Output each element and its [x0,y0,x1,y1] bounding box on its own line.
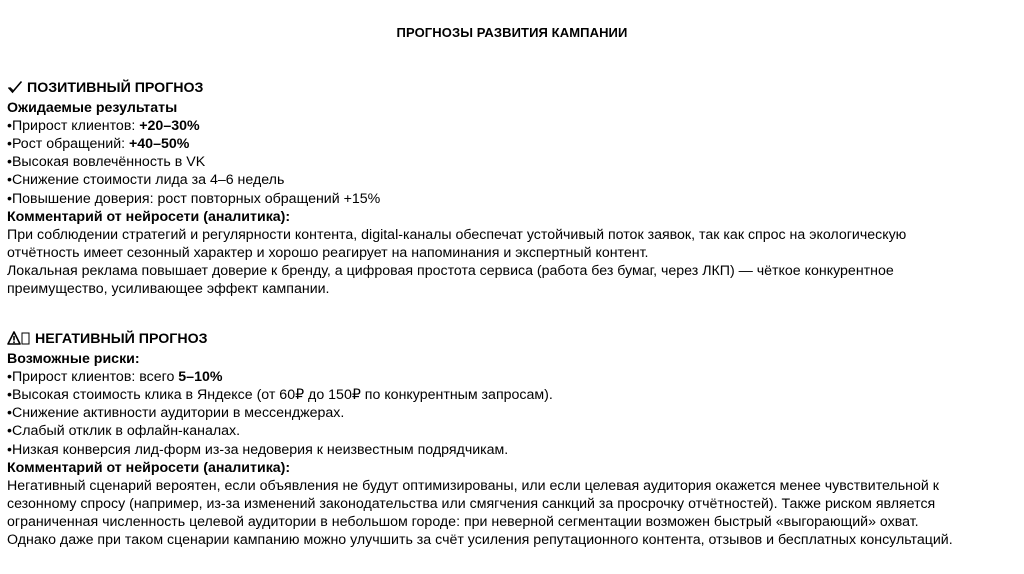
list-item [7,368,1019,386]
positive-heading [7,79,1019,99]
negative-comment-line: Однако даже при таком сценарии кампанию можно улучшить за счёт усиления репутационного контента, отзывов и бесплатных консультаций. [7,532,953,549]
list-item: •Слабый отклик в офлайн-каналах. [7,423,241,440]
list-item: •Низкая конверсия лид-форм из-за недоверия к неизвестным подрядчикам. [7,441,509,458]
list-item [7,117,1019,135]
positive-comment-line: При соблюдении стратегий и регулярности контента, digital-каналы обеспечат устойчивый поток заявок, так как спрос на экологическую [7,226,907,243]
list-item: •Снижение активности аудитории в мессенджерах. [7,405,345,422]
negative-comment-line: сезонному спросу (например, из-за изменений законодательства или смягчения санкций за просрочку отчётностей). Также риском является [7,495,936,512]
negative-forecast-section [7,330,1019,549]
negative-heading [7,330,1019,350]
list-item: •Высокая стоимость клика в Яндексе (от 60₽ до 150₽ по конкурентным запросам). [7,387,553,404]
positive-comment-line: преимущество, усиливающее эффект кампании. [7,281,330,298]
page-title: ПРОГНОЗЫ РАЗВИТИЯ КАМПАНИИ [396,25,628,40]
positive-comment-line: отчётность имеет сезонный характер и хорошо реагирует на напоминания и экспертный контент. [7,244,649,261]
list-item-value: 5–10% [178,369,223,386]
positive-forecast-section [7,79,1019,298]
list-item-value: +40–50% [129,136,190,153]
list-item-label: •Рост обращений: [7,136,129,153]
positive-heading-text: ПОЗИТИВНЫЙ ПРОГНОЗ [27,80,204,96]
list-item: •Высокая вовлечённость в VK [7,154,206,171]
negative-comment-line: Негативный сценарий вероятен, если объявления не будут оптимизированы, или если целевая аудитория окажется менее чувствительной к [7,477,939,494]
negative-comment-line: ограниченная численность целевой аудитории в небольшом городе: при неверной сегментации возможен быстрый «выгорающий» охват. [7,513,919,530]
check-icon [7,80,23,99]
list-item-value: +20–30% [139,118,200,135]
positive-comment-line: Локальная реклама повышает доверие к бренду, а цифровая простота сервиса (работа без бумаг, через ЛКП) — чёткое конкурентное [7,262,894,279]
list-item [7,135,1019,153]
list-item-label: •Прирост клиентов: всего [7,369,179,386]
list-item-label: •Прирост клиентов: [7,118,140,135]
positive-comment-label: Комментарий от нейросети (аналитика): [7,208,291,225]
list-item: •Снижение стоимости лида за 4–6 недель [7,172,285,189]
negative-comment-label: Комментарий от нейросети (аналитика): [7,459,291,476]
negative-subheading: Возможные риски: [7,351,140,368]
negative-heading-text: НЕГАТИВНЫЙ ПРОГНОЗ [35,331,208,347]
warning-icon [7,331,31,350]
positive-subheading: Ожидаемые результаты [7,100,178,117]
list-item: •Повышение доверия: рост повторных обращений +15% [7,190,381,207]
